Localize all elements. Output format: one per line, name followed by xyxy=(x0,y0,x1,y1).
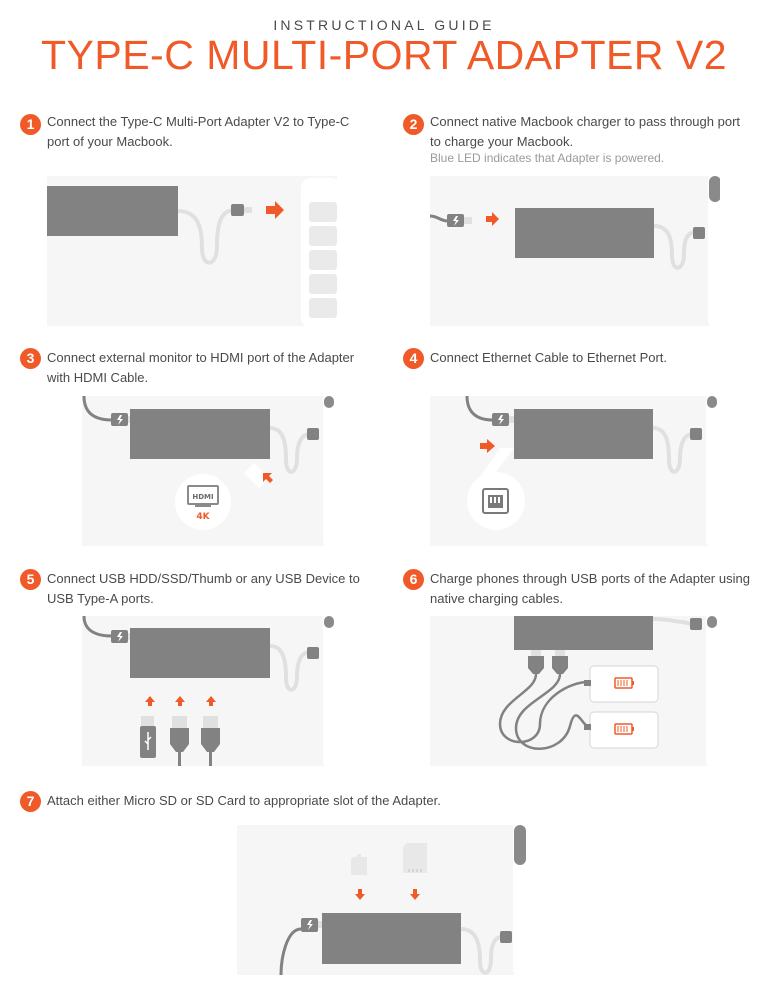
phone-2 xyxy=(584,712,658,748)
step-4-illustration xyxy=(430,396,720,546)
step-1-number: 1 xyxy=(20,114,41,135)
macbook-keyboard xyxy=(323,616,337,766)
step-3-number: 3 xyxy=(20,348,41,369)
adapter-body xyxy=(130,628,270,678)
step-5-illustration xyxy=(82,616,337,766)
step-6-number: 6 xyxy=(403,569,424,590)
step-7-illustration xyxy=(237,825,527,975)
usb-cable-plug xyxy=(170,716,189,766)
arrow-down-icon xyxy=(355,889,365,900)
step-4-number: 4 xyxy=(403,348,424,369)
micro-sd-card-icon xyxy=(351,854,367,875)
step-6-illustration xyxy=(430,616,720,766)
adapter-body xyxy=(322,913,461,964)
step-1-text: Connect the Type-C Multi-Port Adapter V2 to Type-C port of your Macbook. xyxy=(47,114,350,149)
ethernet-icon xyxy=(483,489,508,513)
type-c-plug xyxy=(307,647,319,659)
usb-cable-plug xyxy=(528,656,544,674)
adapter-body xyxy=(515,208,654,258)
4k-label: 4K xyxy=(196,512,210,522)
step-7-text: Attach either Micro SD or SD Card to appropriate slot of the Adapter. xyxy=(47,793,441,808)
step-3-text: Connect external monitor to HDMI port of the Adapter with HDMI Cable. xyxy=(47,350,355,385)
adapter-body xyxy=(514,409,653,459)
step-2-illustration xyxy=(430,176,720,326)
type-c-plug xyxy=(690,428,702,440)
step-2-text: Connect native Macbook charger to pass through port to charge your Macbook. xyxy=(430,114,741,149)
arrow-right-icon xyxy=(486,212,499,226)
step-3-illustration xyxy=(82,396,337,546)
macbook-keyboard xyxy=(323,396,337,546)
adapter-cable xyxy=(178,210,235,263)
arrow-up-icon xyxy=(206,696,216,706)
page-title: TYPE-C MULTI-PORT ADAPTER V2 xyxy=(40,32,728,78)
macbook-keyboard xyxy=(706,616,720,766)
type-c-plug xyxy=(693,227,705,239)
adapter-body xyxy=(514,616,653,650)
hdmi-logo: HDMI xyxy=(192,493,214,501)
type-c-plug xyxy=(231,204,244,216)
step-2-number: 2 xyxy=(403,114,424,135)
usb-cable-plug xyxy=(552,656,568,674)
type-c-plug xyxy=(307,428,319,440)
adapter-body xyxy=(130,409,270,459)
macbook-keyboard xyxy=(708,176,720,326)
step-5-number: 5 xyxy=(20,569,41,590)
step-2-note: Blue LED indicates that Adapter is powered. xyxy=(430,151,665,165)
arrow-up-icon xyxy=(175,696,185,706)
usb-cable-plug xyxy=(201,716,220,766)
phone-1 xyxy=(584,666,658,702)
step-1-illustration xyxy=(47,176,337,326)
type-c-plug xyxy=(500,931,512,943)
step-7-number: 7 xyxy=(20,791,41,812)
guide-subtitle: INSTRUCTIONAL GUIDE xyxy=(273,17,495,33)
step-4-text: Connect Ethernet Cable to Ethernet Port. xyxy=(430,350,668,365)
arrow-right-icon xyxy=(266,201,284,219)
step-6-text: Charge phones through USB ports of the Adapter using native charging cables. xyxy=(430,571,750,606)
usb-thumb-drive-icon xyxy=(140,716,156,758)
sd-card-icon xyxy=(403,843,427,873)
step-5-text: Connect USB HDD/SSD/Thumb or any USB Device to USB Type-A ports. xyxy=(47,571,360,606)
arrow-down-icon xyxy=(410,889,420,900)
adapter-body xyxy=(47,186,178,236)
arrow-right-icon xyxy=(480,439,495,453)
macbook-keyboard xyxy=(301,178,337,326)
arrow-up-icon xyxy=(145,696,155,706)
macbook-keyboard xyxy=(513,825,527,975)
macbook-keyboard xyxy=(706,396,720,546)
type-c-plug xyxy=(690,618,702,630)
